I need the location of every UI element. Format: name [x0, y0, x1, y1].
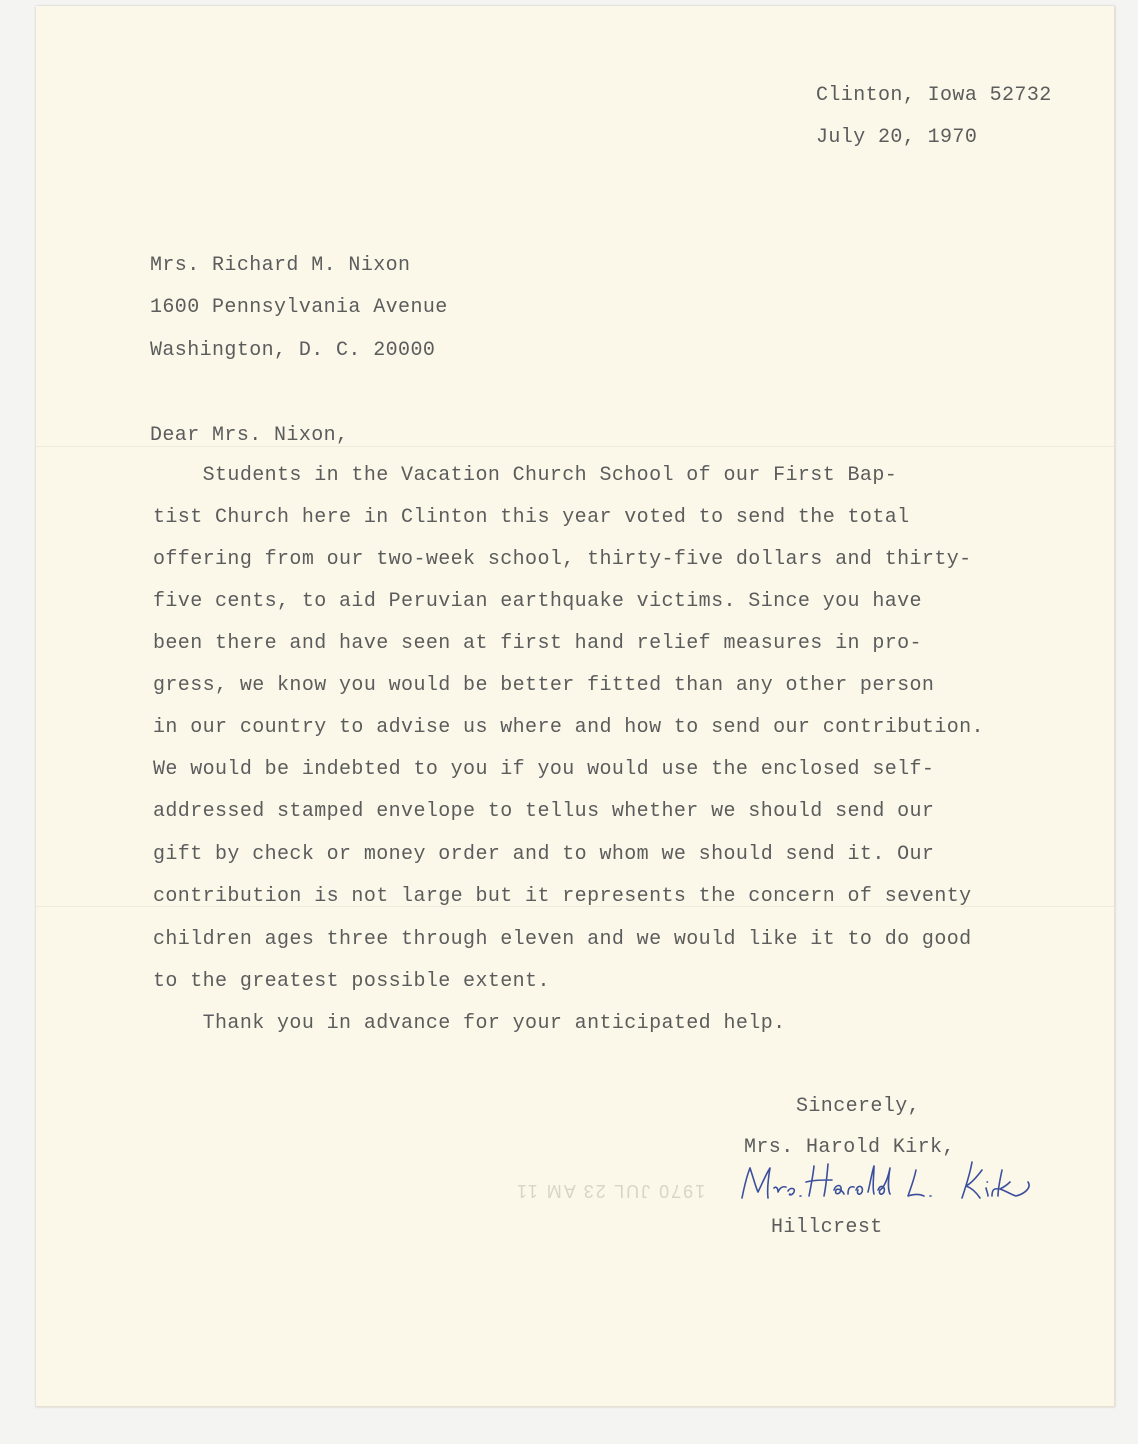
- body-line: gress, we know you would be better fitted than any other person: [153, 674, 935, 697]
- body-line: offering from our two-week school, thirty-five dollars and thirty-: [153, 548, 972, 571]
- body-line: tist Church here in Clinton this year voted to send the total: [153, 506, 910, 529]
- body-line: Students in the Vacation Church School of our First Bap-: [153, 464, 898, 487]
- body-line: to the greatest possible extent.: [153, 970, 550, 993]
- letter-date: July 20, 1970: [816, 126, 978, 149]
- body-line: We would be indebted to you if you would use the enclosed self-: [153, 758, 935, 781]
- body-line: children ages three through eleven and we would like it to do good: [153, 928, 972, 951]
- body-line: contribution is not large but it represents the concern of seventy: [153, 885, 972, 908]
- body-line: addressed stamped envelope to tellus whether we should send our: [153, 800, 935, 823]
- return-address-city: Clinton, Iowa 52732: [816, 84, 1052, 107]
- body-line: been there and have seen at first hand relief measures in pro-: [153, 632, 922, 655]
- body-line: five cents, to aid Peruvian earthquake victims. Since you have: [153, 590, 922, 613]
- handwritten-signature: [710, 1158, 1030, 1208]
- body-line: in our country to advise us where and how to send our contribution.: [153, 716, 984, 739]
- recipient-street: 1600 Pennsylvania Avenue: [150, 296, 448, 319]
- recipient-city: Washington, D. C. 20000: [150, 339, 436, 362]
- recipient-name: Mrs. Richard M. Nixon: [150, 254, 411, 277]
- body-line: Thank you in advance for your anticipated help.: [153, 1012, 786, 1035]
- closing: Sincerely,: [796, 1095, 921, 1118]
- salutation: Dear Mrs. Nixon,: [150, 424, 349, 447]
- body-line: gift by check or money order and to whom we should send it. Our: [153, 843, 935, 866]
- signer-address: Hillcrest: [771, 1216, 883, 1239]
- signer-name: Mrs. Harold Kirk,: [744, 1136, 955, 1159]
- received-stamp: 1970 JUL 23 AM 11: [515, 1181, 706, 1201]
